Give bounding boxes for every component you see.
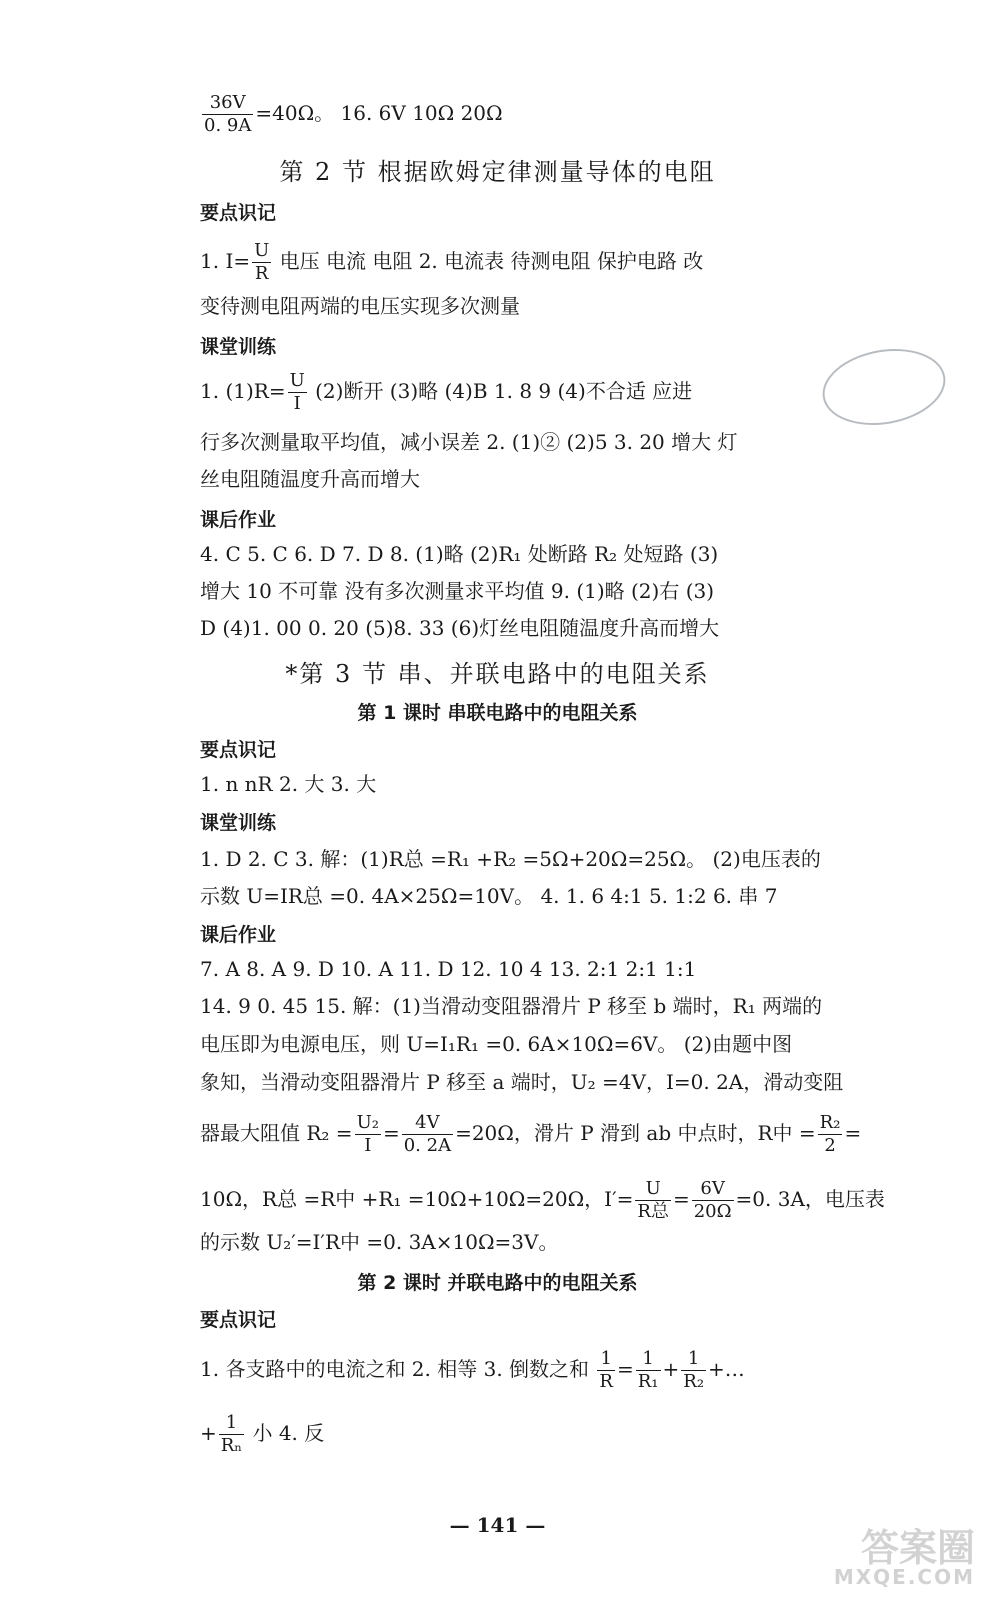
page-number: — 141 — <box>449 1513 546 1537</box>
text-segment: =40Ω。 16. 6V 10Ω 20Ω <box>255 101 503 125</box>
text-segment: 1. I= <box>200 249 251 273</box>
text-line: 的示数 U₂′=I′R中 =0. 3A×10Ω=3V。 <box>200 1230 559 1254</box>
text-segment: 电压 电流 电阻 2. 电流表 待测电阻 保护电路 改 <box>273 249 704 273</box>
text-line <box>200 240 840 285</box>
lesson-title: 第 2 课时 并联电路中的电阻关系 <box>357 1272 638 1294</box>
fraction <box>597 1348 615 1393</box>
fraction-denominator: R <box>254 263 269 284</box>
stamp-icon <box>817 340 952 434</box>
lesson-title: 第 1 课时 串联电路中的电阻关系 <box>357 702 638 724</box>
text-line <box>200 1112 862 1157</box>
text-line: 1. D 2. C 3. 解：(1)R总 =R₁ +R₂ =5Ω+20Ω=25Ω。 (2)电压表的 <box>200 847 821 871</box>
fraction-numerator: U₂ <box>356 1112 379 1133</box>
text-segment: =0. 3A，电压表 <box>735 1187 885 1211</box>
fraction-numerator: 4V <box>402 1112 453 1135</box>
fraction-numerator: 1 <box>636 1348 661 1371</box>
fraction-denominator: 20Ω <box>693 1201 732 1222</box>
fraction-numerator: U <box>289 370 305 391</box>
text-line: D (4)1. 00 0. 20 (5)8. 33 (6)灯丝电阻随温度升高而增大 <box>200 616 720 640</box>
fraction-denominator: R₁ <box>637 1371 659 1392</box>
text-segment: 器最大阻值 R₂ = <box>200 1121 353 1145</box>
text-segment: (2)断开 (3)略 (4)B 1. 8 9 (4)不合适 应进 <box>308 379 693 403</box>
fraction-denominator: R <box>599 1371 613 1392</box>
text-line <box>200 1412 840 1457</box>
fraction <box>692 1178 734 1223</box>
fraction-numerator: 36V <box>202 92 253 115</box>
text-segment: = <box>382 1121 400 1145</box>
fraction <box>202 92 253 137</box>
fraction-denominator: 0. 2A <box>403 1135 452 1156</box>
text-line: 7. A 8. A 9. D 10. A 11. D 12. 10 4 13. 2:1 2:1 1:1 <box>200 957 697 981</box>
fraction <box>252 240 271 285</box>
subheading: 课后作业 <box>200 509 277 531</box>
fraction-denominator: I <box>364 1135 372 1156</box>
fraction-denominator: R总 <box>637 1201 669 1222</box>
fraction-numerator: R₂ <box>819 1112 841 1133</box>
text-line: 象知，当滑动变阻器滑片 P 移至 a 端时，U₂ =4V，I=0. 2A，滑动变阻 <box>200 1070 844 1094</box>
text-segment: = <box>616 1357 634 1381</box>
fraction-denominator: 2 <box>824 1135 836 1156</box>
fraction <box>288 370 307 415</box>
text-segment: 10Ω，R总 =R中 +R₁ =10Ω+10Ω=20Ω，I′= <box>200 1187 634 1211</box>
text-line: 增大 10 不可靠 没有多次测量求平均值 9. (1)略 (2)右 (3) <box>200 579 715 603</box>
text-line: 1. n nR 2. 大 3. 大 <box>200 772 377 796</box>
fraction <box>636 1348 661 1393</box>
text-segment: 1. 各支路中的电流之和 2. 相等 3. 倒数之和 <box>200 1357 596 1381</box>
text-segment: + <box>662 1357 680 1381</box>
fraction-numerator: 1 <box>219 1412 244 1435</box>
fraction <box>635 1178 671 1223</box>
text-line <box>200 370 840 415</box>
fraction-denominator: Rₙ <box>220 1435 243 1456</box>
text-segment: =20Ω，滑片 P 滑到 ab 中点时，R中 = <box>455 1121 816 1145</box>
fraction-numerator: 1 <box>681 1348 706 1371</box>
text-segment: +… <box>708 1357 745 1381</box>
section-title: 第 2 节 根据欧姆定律测量导体的电阻 <box>279 158 716 186</box>
watermark-logo <box>795 1528 975 1588</box>
watermark-url: MXQE.COM <box>833 1565 975 1589</box>
fraction-denominator: 0. 9A <box>204 115 252 136</box>
subheading: 课堂训练 <box>200 336 277 358</box>
fraction <box>681 1348 706 1393</box>
fraction <box>402 1112 453 1157</box>
subheading: 课堂训练 <box>200 812 277 834</box>
text-line: 变待测电阻两端的电压实现多次测量 <box>200 294 520 318</box>
fraction <box>355 1112 381 1157</box>
fraction-numerator: 6V <box>692 1178 734 1201</box>
section-title: *第 3 节 串、并联电路中的电阻关系 <box>285 660 710 688</box>
text-line: 14. 9 0. 45 15. 解：(1)当滑动变阻器滑片 P 移至 b 端时，R₁ 两端的 <box>200 994 823 1018</box>
subheading: 课后作业 <box>200 924 277 946</box>
watermark-text: 答案圈 <box>860 1526 975 1570</box>
text-segment: 小 4. 反 <box>246 1421 325 1445</box>
fraction <box>219 1412 244 1457</box>
text-line <box>200 92 840 137</box>
fraction <box>818 1112 843 1157</box>
text-line: 示数 U=IR总 =0. 4A×25Ω=10V。 4. 1. 6 4:1 5. 1:2 6. 串 7 <box>200 884 778 908</box>
text-segment: = <box>844 1121 862 1145</box>
subheading: 要点识记 <box>200 202 277 224</box>
text-segment: + <box>200 1421 217 1445</box>
text-segment: = <box>672 1187 690 1211</box>
fraction-denominator: I <box>293 393 301 414</box>
text-line: 电压即为电源电压，则 U=I₁R₁ =0. 6A×10Ω=6V。 (2)由题中图 <box>200 1032 793 1056</box>
text-line: 丝电阻随温度升高而增大 <box>200 467 420 491</box>
text-line <box>200 1348 840 1393</box>
fraction-numerator: U <box>254 240 270 261</box>
text-segment: 1. (1)R= <box>200 379 286 403</box>
subheading: 要点识记 <box>200 739 277 761</box>
subheading: 要点识记 <box>200 1309 277 1331</box>
fraction-numerator: U <box>635 1178 671 1201</box>
fraction-denominator: R₂ <box>683 1371 705 1392</box>
text-line: 行多次测量取平均值，减小误差 2. (1)② (2)5 3. 20 增大 灯 <box>200 430 738 454</box>
text-line: 4. C 5. C 6. D 7. D 8. (1)略 (2)R₁ 处断路 R₂ 处短路 (3) <box>200 542 719 566</box>
fraction-numerator: 1 <box>597 1348 615 1371</box>
text-line <box>200 1178 885 1223</box>
